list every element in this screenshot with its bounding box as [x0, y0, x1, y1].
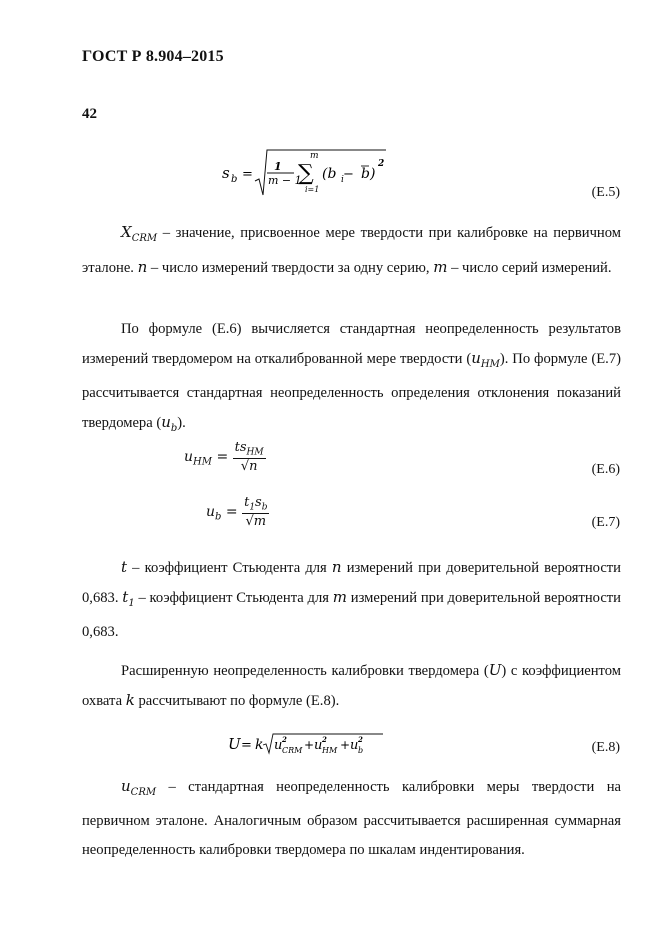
e5-frac-den: m − 1: [268, 174, 302, 187]
e5-sum-top: m: [310, 151, 319, 161]
p3-text-1: – коэффициент Стьюдента для: [127, 560, 332, 576]
e5-lhs-sub: b: [231, 174, 238, 185]
p3-text-3: – коэффициент Стьюдента для: [134, 590, 333, 606]
p3-text-2: измерений при доверительной вероятности 0,683.: [82, 560, 621, 606]
p2-text-2: ). По формуле (Е.7) рассчитывается стандартная неопределенность определения отклонения показаний твердомера (: [82, 351, 621, 431]
symbol-n-2: n: [331, 558, 342, 576]
svg-text:=: =: [241, 738, 252, 753]
e5-term-close: ): [370, 166, 376, 182]
svg-text:u: u: [314, 738, 323, 753]
e8-lhs: U: [228, 735, 241, 753]
svg-text:=: =: [242, 167, 253, 182]
e8-u2-sub: HM: [322, 746, 338, 755]
equation-e6: $u_{HM}$ = $\frac{ts_{HM}}{√n}$: [184, 440, 264, 474]
p3-text-4: измерений при доверительной вероятности 0,683.: [82, 590, 621, 640]
page-number: 42: [82, 106, 97, 122]
e8-u1-sub: CRM: [282, 746, 303, 755]
e5-term: (b: [322, 166, 337, 182]
symbol-k: k: [125, 691, 135, 709]
symbol-m-2: m: [332, 588, 347, 606]
symbol-u-upper: U: [488, 661, 502, 679]
e5-term-sub: i: [341, 175, 344, 185]
equation-e5-graphic: [222, 148, 402, 198]
e8-k: k: [255, 737, 264, 753]
paragraph-3: [82, 553, 621, 647]
sum-symbol: ∑: [298, 161, 314, 186]
symbol-x-crm: $X_{CRM}$: [121, 223, 158, 244]
e5-power: 2: [378, 159, 385, 169]
svg-text:+: +: [304, 738, 315, 752]
e5-term-bar: b: [361, 166, 370, 182]
p1-text-3: – число серий измерений.: [447, 260, 612, 276]
p1-text-2: – число измерений твердости за одну серию,: [147, 260, 434, 276]
svg-text:2: 2: [358, 735, 363, 744]
equation-e7-number: (Е.7): [591, 515, 620, 530]
p4-text-1: Расширенную неопределенность калибровки твердомера (: [121, 663, 489, 679]
equation-e8: [228, 733, 388, 757]
e8-u3-sub: b: [358, 746, 364, 755]
svg-text:2: 2: [282, 735, 287, 744]
paragraph-2: [82, 315, 621, 443]
symbol-m: m: [433, 258, 448, 276]
e5-lhs: s: [222, 164, 230, 182]
p1-text-1: – значение, присвоенное мере твердости при калибровке на первичном эталоне.: [82, 225, 621, 276]
p2-text-1: По формуле (Е.6) вычисляется стандартная неопределенность результатов измерений твердомером на откалиброванной мере твердости (: [82, 321, 621, 367]
symbol-n: n: [137, 258, 148, 276]
paragraph-1: [82, 218, 621, 283]
symbol-t: t: [121, 558, 128, 576]
equation-e7: $u_b$ = $\frac{t_1s_b}{√m}$: [206, 495, 268, 529]
equation-e5-number: (Е.5): [591, 185, 620, 200]
p4-text-3: рассчитывают по формуле (Е.8).: [134, 693, 340, 709]
paragraph-4: [82, 656, 621, 716]
e7-fraction: $\frac{t_1s_b}{√m}$: [244, 495, 268, 529]
symbol-t1: $t_1$: [122, 588, 135, 609]
svg-text:u: u: [274, 738, 283, 753]
p5-text-1: – стандартная неопределенность калибровки меры твердости на первичном эталоне. Аналогичным образом рассчитывается расширенная суммарная неопределенность калибровки твердомера по шкалам индентирования.: [82, 779, 621, 858]
paragraph-5: [82, 772, 621, 865]
equation-e8-graphic: [228, 733, 388, 757]
svg-text:u: u: [350, 738, 359, 753]
symbol-u-crm: $u_{CRM}$: [121, 777, 157, 798]
e6-fraction: $\frac{ts_{HM}}{√n}$: [234, 440, 264, 474]
symbol-u-hm: $u_{HM}$: [471, 349, 500, 370]
p4-text-2: ) с коэффициентом охвата: [82, 663, 621, 709]
e5-frac-num: 1: [274, 160, 282, 173]
document-header: ГОСТ Р 8.904–2015: [82, 48, 224, 65]
svg-text:+: +: [340, 738, 351, 752]
e5-sum-bottom: i=1: [305, 185, 320, 194]
e5-term-mid: −: [343, 167, 354, 182]
p2-text-3: ).: [177, 415, 186, 431]
symbol-u-b: $u_b$: [161, 413, 178, 434]
equation-e6-number: (Е.6): [591, 462, 620, 477]
svg-text:2: 2: [322, 735, 327, 744]
equation-e8-number: (Е.8): [591, 740, 620, 755]
